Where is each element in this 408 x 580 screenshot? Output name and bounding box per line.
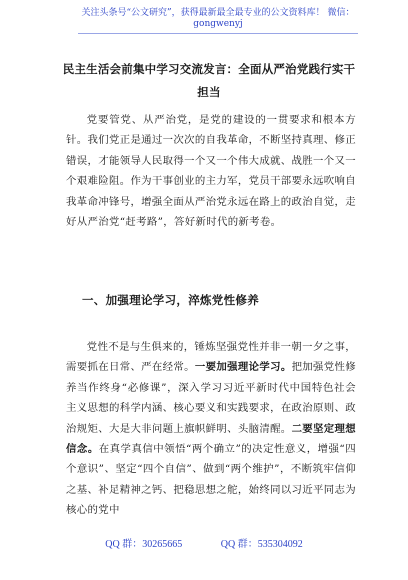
title-line-1: 民主生活会前集中学习交流发言：全面从严治党践行实干 xyxy=(62,62,356,76)
header-note: 关注头条号“公文研究”，获得最新最全最专业的公文资料库！ 微信：gongwenyj xyxy=(78,8,358,34)
footer xyxy=(0,535,408,550)
paragraph-intro: 党要管党、从严治党，是党的建设的一贯要求和根本方针。我们党正是通过一次次的自我革命，不断坚持真理、修正错误，才能领导人民取得一个又一个伟大成就、战胜一个又一个艰难险阻。作为干事创业的主力军，党员干部要永远吹响自我革命冲锋号，增强全面从严治党永远在路上的政治自觉，走好从严治党“赶考路”，答好新时代的新考卷。 xyxy=(66,114,356,229)
footer-qq-group-2: QQ 群：535304092 xyxy=(220,539,303,550)
emphasis-point-2: 二要坚定理想信念。 xyxy=(66,422,357,456)
footer-qq-group-1: QQ 群：30265665 xyxy=(105,539,183,550)
section-heading-1: 一、加强理论学习，淬炼党性修养 xyxy=(82,293,259,307)
document-title xyxy=(56,58,362,104)
paragraph-section-1 xyxy=(66,337,356,521)
title-line-2: 担当 xyxy=(197,85,221,99)
paragraph-text: 党性不是与生俱来的，锤炼坚强党性并非一朝一夕之事，需要抓在日常、严在经常。 xyxy=(66,341,356,374)
paragraph-text: 把加强党性修养当作终身“必修课”，深入学习习近平新时代中国特色社会主义思想的科学内涵、核心要义和实践要求，在政治原则、政治规矩、大是大非问题上旗帜鲜明、头脑清醒。 xyxy=(66,361,357,435)
paragraph-text: 在真学真信中领悟“两个确立”的决定性意义，增强“四个意识”、坚定“四个自信”、做到“两个维护”，不断筑牢信仰之基、补足精神之钙、把稳思想之舵，始终同以习近平同志为核心的党中 xyxy=(66,443,356,517)
emphasis-point-1: 一要加强理论学习。 xyxy=(194,361,292,374)
